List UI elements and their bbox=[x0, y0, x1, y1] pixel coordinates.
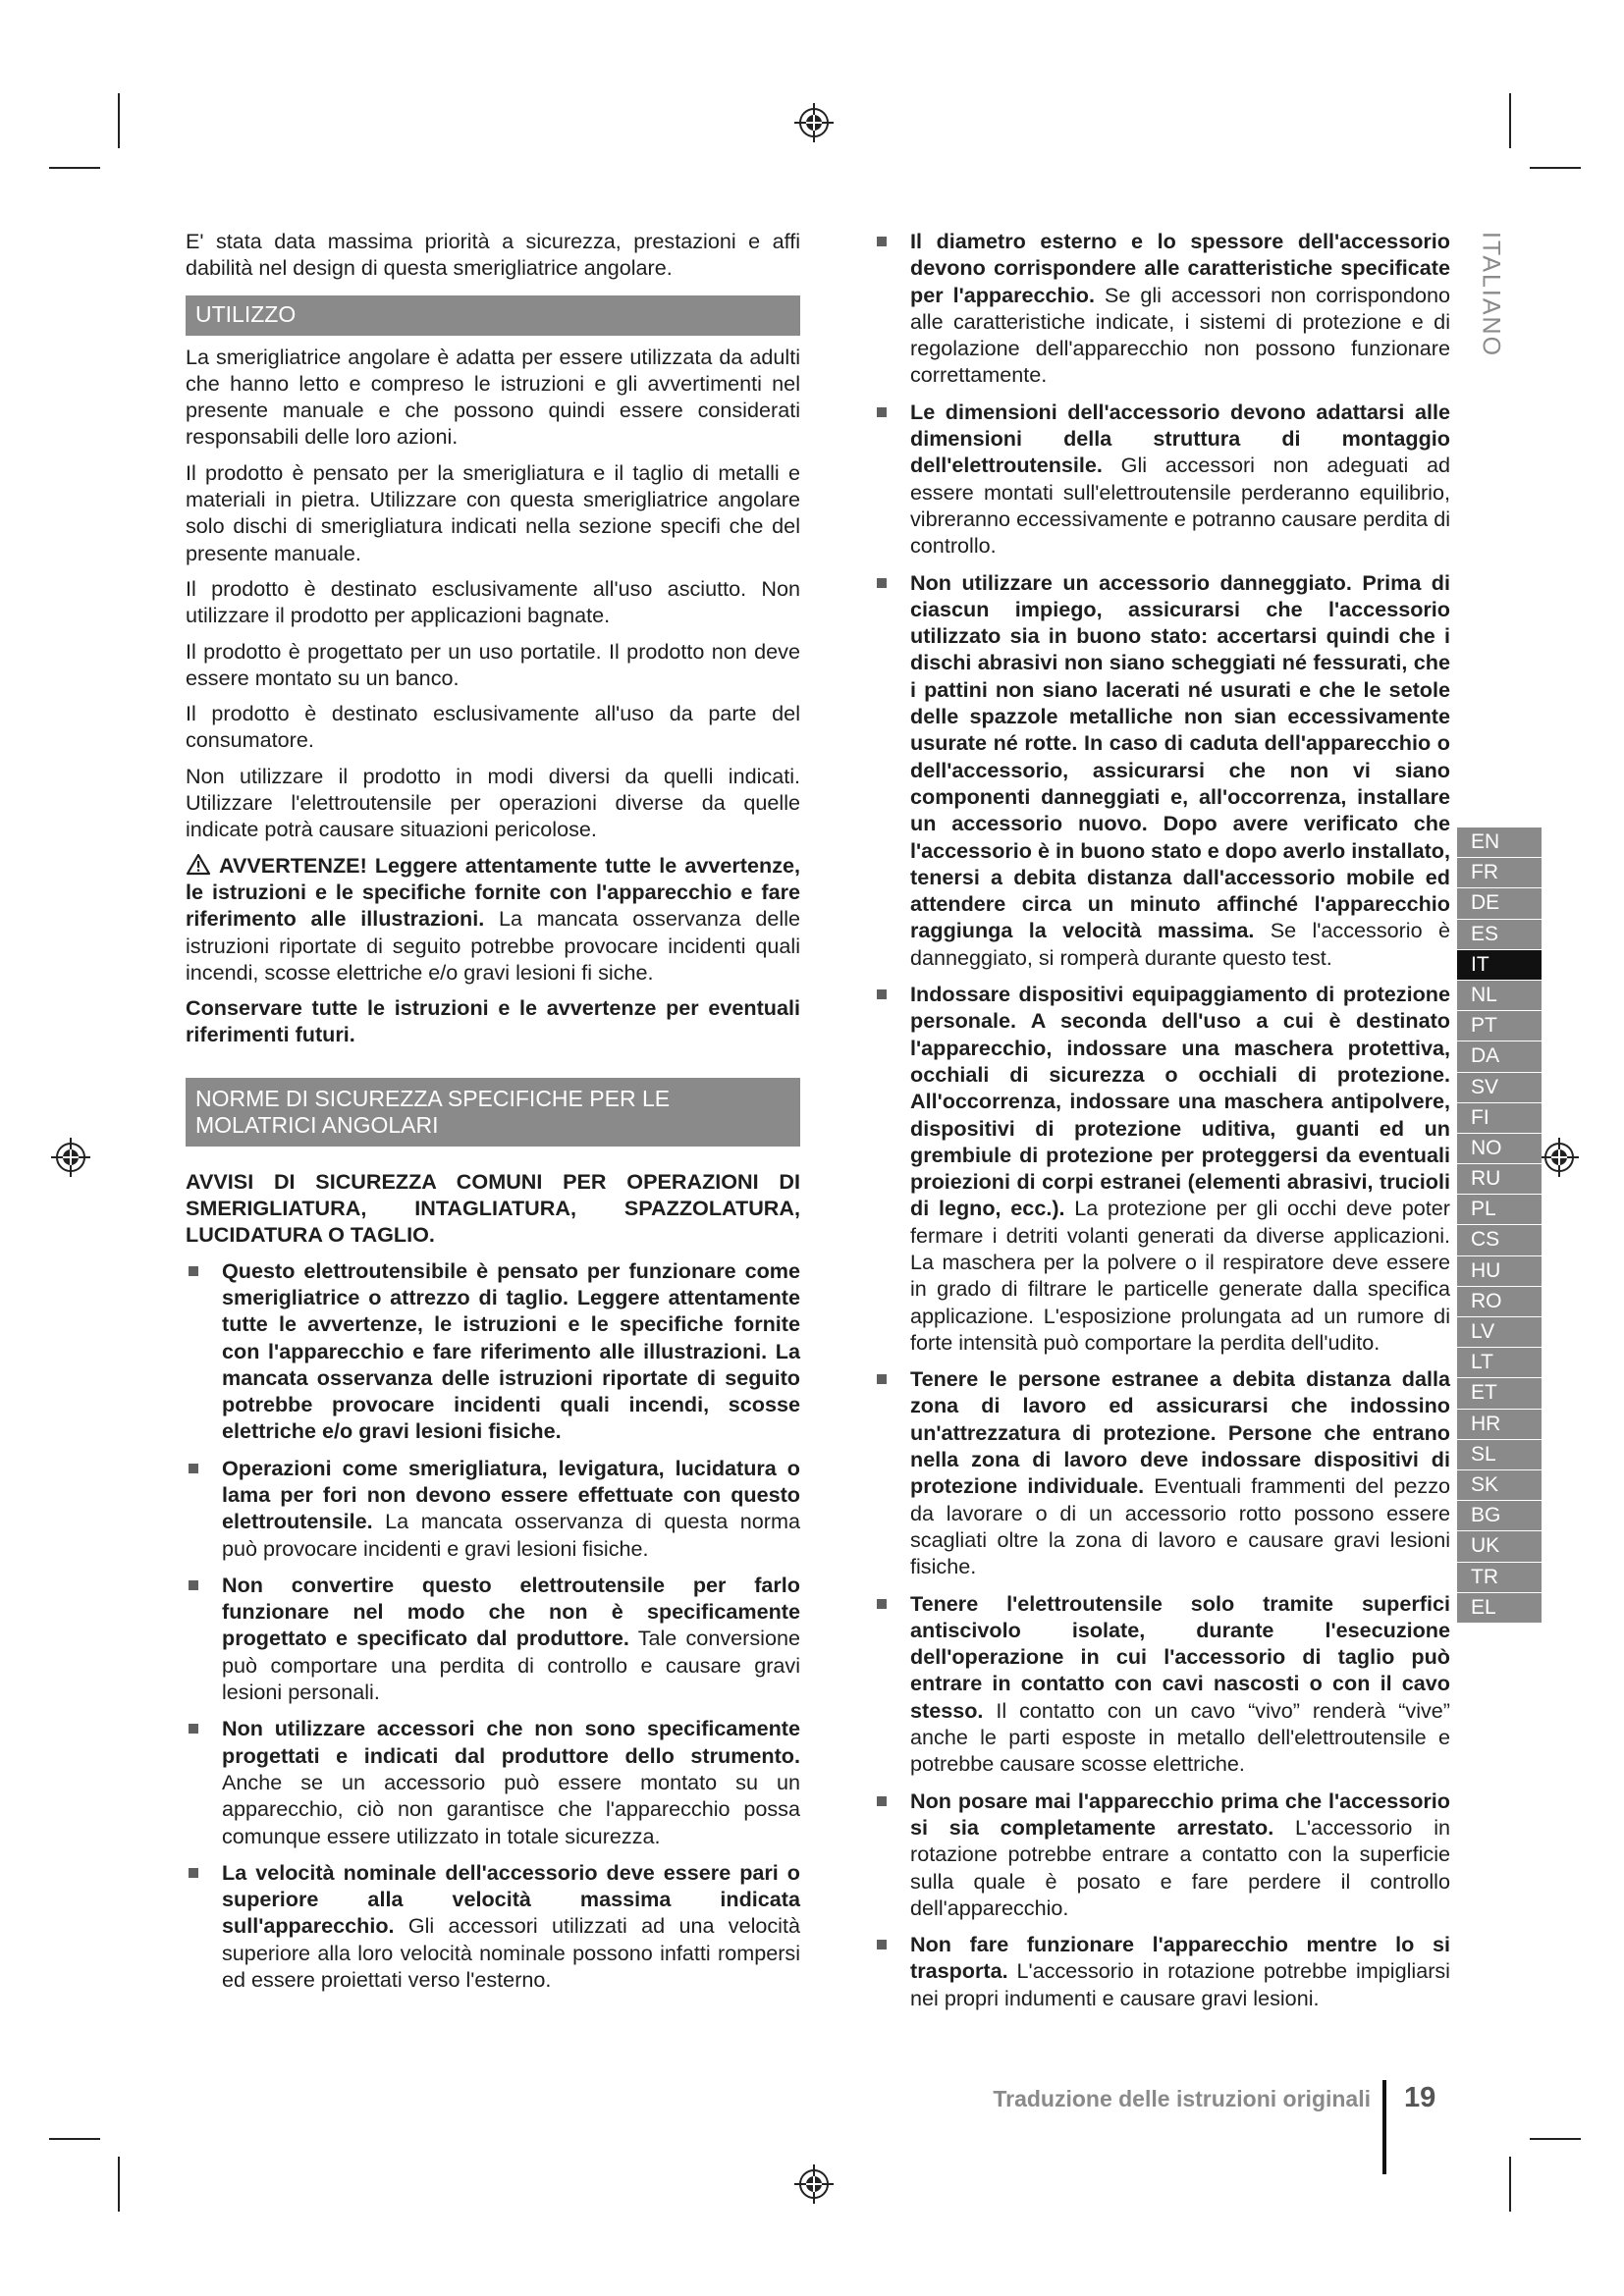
bullet-bold-text: Operazioni come smerigliatura, levigatura, lucidatura o lama per fori non devono essere effettuate con questo elettroutensile. bbox=[222, 1455, 800, 1534]
bullet-bold-text: Non convertire questo elettroutensile per farlo funzionare nel modo che non è specificamente progettato e specificato dal produttore. bbox=[222, 1572, 800, 1651]
registration-mark-icon bbox=[1538, 1136, 1581, 1179]
bullet-text: L'accessorio in rotazione potrebbe impigliarsi nei propri indumenti e causare gravi lesioni. bbox=[910, 1958, 1450, 2010]
bullet-text: Gli accessori non adeguati ad essere montati sull'elettroutensile perderanno equilibrio, vibreranno eccessivamente e potranno causare perdita di controllo. bbox=[910, 453, 1450, 559]
bullet-bold-text: Non posare mai l'apparecchio prima che l'accessorio si sia completamente arrestato. bbox=[910, 1788, 1450, 1840]
crop-mark bbox=[49, 167, 100, 169]
lang-tab-uk[interactable]: UK bbox=[1457, 1531, 1542, 1562]
language-title-text: ITALIANO bbox=[1477, 231, 1505, 358]
bullet-bold-text: Questo elettroutensibile è pensato per funzionare come smerigliatrice o attrezzo di taglio. Leggere attentamente tutte le avvertenze, le istruzioni e le specifiche fornite con l'apparecchio e fare riferimento alle illustrazioni. La mancata osservanza delle istruzioni riportate di seguito potrebbe provocare incidenti quali incendi, scosse elettriche e/o gravi lesioni fisiche. bbox=[222, 1257, 800, 1444]
list-item bbox=[186, 1257, 800, 1445]
lang-tab-tr[interactable]: TR bbox=[1457, 1563, 1542, 1593]
utilizzo-paragraph: Il prodotto è destinato esclusivamente all'uso da parte del consumatore. bbox=[186, 701, 800, 753]
bullet-text: Se l'accessorio è danneggiato, si romperà durante questo test. bbox=[910, 918, 1450, 970]
lang-tab-it[interactable]: IT bbox=[1457, 950, 1542, 981]
lang-tab-et[interactable]: ET bbox=[1457, 1378, 1542, 1409]
bullet-text: La mancata osservanza di questa norma può provocare incidenti e gravi lesioni fisiche. bbox=[222, 1509, 800, 1561]
right-column bbox=[874, 228, 1450, 2021]
lang-tab-lv[interactable]: LV bbox=[1457, 1317, 1542, 1348]
page-number: 19 bbox=[1404, 2082, 1436, 2113]
bullet-square-icon bbox=[877, 578, 887, 588]
lang-tab-pl[interactable]: PL bbox=[1457, 1195, 1542, 1225]
registration-mark-icon bbox=[49, 1136, 92, 1179]
left-column bbox=[186, 228, 800, 2002]
lang-tab-cs[interactable]: CS bbox=[1457, 1225, 1542, 1255]
bullet-square-icon bbox=[877, 1940, 887, 1949]
bullet-square-icon bbox=[189, 1464, 198, 1473]
bullet-square-icon bbox=[877, 1374, 887, 1384]
list-item bbox=[874, 399, 1450, 560]
list-item bbox=[186, 1572, 800, 1705]
keep-instructions-text: Conservare tutte le istruzioni e le avvertenze per eventuali riferimenti futuri. bbox=[186, 995, 800, 1047]
norme-heading bbox=[186, 1078, 800, 1147]
lang-tab-da[interactable]: DA bbox=[1457, 1041, 1542, 1072]
bullet-text: Se gli accessori non corrispondono alle caratteristiche indicate, i sistemi di protezione e di regolazione dell'apparecchio non possono funzionare correttamente. bbox=[910, 282, 1450, 388]
crop-mark bbox=[49, 2138, 100, 2140]
bullet-square-icon bbox=[877, 1796, 887, 1806]
bullet-bold-text: Tenere le persone estranee a debita distanza dalla zona di lavoro ed assicurarsi che indossino un'attrezzatura di protezione. Persone che entrano nella zona di lavoro deve indossare dispositivi di protezione individuale. bbox=[910, 1366, 1450, 1499]
warning-bold-text: AVVERTENZE! Leggere attentamente tutte le avvertenze, le istruzioni e le specifiche fornite con l'apparecchio e fare riferimento alle illustrazioni. bbox=[186, 852, 800, 932]
crop-mark bbox=[1509, 93, 1511, 148]
bullet-text: Eventuali frammenti del pezzo da lavorare o di un accessorio rotto possono essere scagliati oltre la zona di lavoro e causare gravi lesioni fisiche. bbox=[910, 1473, 1450, 1579]
bullet-square-icon bbox=[877, 407, 887, 417]
bullet-text: Anche se un accessorio può essere montato su un apparecchio, ciò non garantisce che l'apparecchio possa comunque essere utilizzato in totale sicurezza. bbox=[222, 1769, 800, 1848]
registration-mark-icon bbox=[792, 101, 836, 144]
lang-tab-bg[interactable]: BG bbox=[1457, 1501, 1542, 1531]
lang-tab-sk[interactable]: SK bbox=[1457, 1470, 1542, 1501]
intro-paragraph: E' stata data massima priorità a sicurezza, prestazioni e affi dabilità nel design di questa smerigliatrice angolare. bbox=[186, 229, 800, 281]
lang-tab-fi[interactable]: FI bbox=[1457, 1103, 1542, 1134]
crop-mark bbox=[118, 2157, 120, 2212]
list-item bbox=[874, 981, 1450, 1356]
lang-tab-lt[interactable]: LT bbox=[1457, 1348, 1542, 1378]
warning-paragraph bbox=[186, 852, 800, 986]
list-item bbox=[186, 1859, 800, 1993]
lang-tab-no[interactable]: NO bbox=[1457, 1134, 1542, 1164]
crop-mark bbox=[1509, 2157, 1511, 2212]
lang-tab-hu[interactable]: HU bbox=[1457, 1256, 1542, 1287]
lang-tab-ro[interactable]: RO bbox=[1457, 1287, 1542, 1317]
utilizzo-paragraph: La smerigliatrice angolare è adatta per essere utilizzata da adulti che hanno letto e compreso le istruzioni e gli avvertimenti nel presente manuale e che possono quindi essere considerati responsabili delle loro azioni. bbox=[186, 344, 800, 450]
bullet-text: L'accessorio in rotazione potrebbe entrare a contatto con la superficie sulla quale è posato e fare perdere il controllo dell'apparecchio. bbox=[910, 1814, 1451, 1920]
language-side-title bbox=[1471, 226, 1510, 363]
list-item bbox=[874, 1365, 1450, 1579]
language-tabs bbox=[1457, 828, 1542, 1624]
lang-tab-sv[interactable]: SV bbox=[1457, 1073, 1542, 1103]
left-bullet-list bbox=[186, 1257, 800, 1994]
list-item bbox=[874, 1931, 1450, 2011]
bullet-bold-text: Non utilizzare un accessorio danneggiato. Prima di ciascun impiego, assicurarsi che l'accessorio utilizzato sia in buono stato: accertarsi quindi che i dischi abrasivi non siano scheggiati né fessurati, che i pattini non siano lacerati né usurati e che le setole delle spazzole metalliche non sian eccessivamente usurate né rotte. In caso di caduta dell'apparecchio o dell'accessorio, assicurarsi che non vi siano componenti danneggiati e, all'occorrenza, installare un accessorio nuovo. Dopo avere verificato che l'accessorio è in buono stato e dopo averlo installato, tenersi a debita distanza dall'accessorio mobile ed attendere circa un minuto affinché l'apparecchio raggiunga la velocità massima. bbox=[910, 569, 1450, 943]
bullet-square-icon bbox=[189, 1868, 198, 1878]
bullet-bold-text: Il diametro esterno e lo spessore dell'accessorio devono corrispondere alle caratteristiche specificate per l'apparecchio. bbox=[910, 229, 1450, 307]
bullet-text: Il contatto con un cavo “vivo” renderà “vive” anche le parti esposte in metallo dell'elettroutensile e potrebbe causare scosse elettriche. bbox=[910, 1697, 1450, 1777]
bullet-text: Gli accessori utilizzati ad una velocità superiore alla loro velocità nominale possono infatti rompersi ed essere proiettati verso l'esterno. bbox=[222, 1913, 800, 1993]
bullet-bold-text: Indossare dispositivi equipaggiamento di protezione personale. A seconda dell'uso a cui è destinato l'apparecchio, indossare una maschera protettiva, occhiali di sicurezza o occhiali di protezione. All'occorrenza, indossare una maschera antipolvere, dispositivi di protezione uditiva, guanti ed un grembiule di protezione per proteggersi da eventuali proiezioni di corpi estranei (elementi abrasivi, trucioli di legno, ecc.). bbox=[910, 982, 1450, 1221]
lang-tab-nl[interactable]: NL bbox=[1457, 981, 1542, 1011]
lang-tab-hr[interactable]: HR bbox=[1457, 1410, 1542, 1440]
bullet-bold-text: Non utilizzare accessori che non sono specificamente progettati e indicati dal produttore dello strumento. bbox=[222, 1716, 800, 1768]
lang-tab-ru[interactable]: RU bbox=[1457, 1164, 1542, 1195]
bullet-text: Tale conversione può comportare una perdita di controllo e causare gravi lesioni personali. bbox=[222, 1626, 800, 1705]
norme-subheading: AVVISI DI SICUREZZA COMUNI PER OPERAZIONI DI SMERIGLIATURA, INTAGLIATURA, SPAZZOLATURA, LUCIDATURA O TAGLIO. bbox=[186, 1168, 800, 1248]
warning-text: La mancata osservanza delle istruzioni riportate di seguito potrebbe provocare incidenti quali incendi, scosse elettriche e/o gravi lesioni fi siche. bbox=[186, 906, 800, 985]
bullet-bold-text: Non fare funzionare l'apparecchio mentre lo si trasporta. bbox=[910, 1932, 1450, 1984]
bullet-square-icon bbox=[877, 1599, 887, 1609]
crop-mark bbox=[118, 93, 120, 148]
crop-mark bbox=[1530, 167, 1581, 169]
norme-heading-line: NORME DI SICUREZZA SPECIFICHE PER LE bbox=[195, 1085, 671, 1111]
list-item bbox=[186, 1455, 800, 1562]
keep-instructions bbox=[186, 994, 800, 1048]
list-item bbox=[874, 1788, 1450, 1921]
bullet-square-icon bbox=[189, 1580, 198, 1590]
utilizzo-paragraph: Non utilizzare il prodotto in modi diversi da quelli indicati. Utilizzare l'elettroutensile per operazioni diverse da quelle indicate potrà causare situazioni pericolose. bbox=[186, 763, 800, 842]
bullet-square-icon bbox=[189, 1724, 198, 1734]
bullet-square-icon bbox=[189, 1266, 198, 1276]
utilizzo-paragraph: Il prodotto è destinato esclusivamente all'uso asciutto. Non utilizzare il prodotto per applicazioni bagnate. bbox=[186, 575, 800, 628]
bullet-text: La protezione per gli occhi deve poter fermare i detriti volanti generati da diverse applicazioni. La maschera per la polvere o il respiratore deve essere in grado di filtrare le particelle generate dalla specifica applicazione. L'esposizione prolungata ad un rumore di forte intensità può comportare la perdita dell'udito. bbox=[910, 1196, 1450, 1355]
norme-heading-line: MOLATRICI ANGOLARI bbox=[195, 1111, 439, 1138]
bullet-bold-text: Le dimensioni dell'accessorio devono adattarsi alle dimensioni della struttura di montaggio dell'elettroutensile. bbox=[910, 399, 1450, 478]
lang-tab-fr[interactable]: FR bbox=[1457, 858, 1542, 888]
bullet-bold-text: Tenere l'elettroutensile solo tramite superfici antiscivolo isolate, durante l'esecuzione dell'operazione in cui l'accessorio di taglio può entrare in contatto con cavi nascosti o con il cavo stesso. bbox=[910, 1590, 1450, 1723]
utilizzo-paragraph: Il prodotto è pensato per la smerigliatura e il taglio di metalli e materiali in pietra. Utilizzare con questa smerigliatrice angolare solo dischi di smerigliatura indicati nella sezione specifi che del presente manuale. bbox=[186, 459, 800, 565]
footer-translation-note: Traduzione delle istruzioni originali bbox=[993, 2086, 1371, 2111]
utilizzo-heading: UTILIZZO bbox=[186, 295, 800, 336]
lang-tab-de[interactable]: DE bbox=[1457, 888, 1542, 919]
right-bullet-list bbox=[874, 228, 1450, 2011]
list-item bbox=[874, 569, 1450, 971]
list-item bbox=[874, 1590, 1450, 1778]
crop-mark bbox=[1530, 2138, 1581, 2140]
lang-tab-el[interactable]: EL bbox=[1457, 1593, 1542, 1624]
bullet-bold-text: La velocità nominale dell'accessorio deve essere pari o superiore alla velocità massima indicata sull'apparecchio. bbox=[222, 1859, 800, 1939]
registration-mark-icon bbox=[792, 2163, 836, 2206]
list-item bbox=[874, 228, 1450, 389]
bullet-square-icon bbox=[877, 237, 887, 246]
utilizzo-paragraph: Il prodotto è progettato per un uso portatile. Il prodotto non deve essere montato su un banco. bbox=[186, 638, 800, 690]
bullet-square-icon bbox=[877, 989, 887, 999]
warning-triangle-icon bbox=[186, 853, 211, 876]
lang-tab-en[interactable]: EN bbox=[1457, 828, 1542, 858]
footer-divider bbox=[1382, 2080, 1386, 2174]
lang-tab-es[interactable]: ES bbox=[1457, 920, 1542, 950]
list-item bbox=[186, 1715, 800, 1848]
lang-tab-pt[interactable]: PT bbox=[1457, 1011, 1542, 1041]
lang-tab-sl[interactable]: SL bbox=[1457, 1440, 1542, 1470]
